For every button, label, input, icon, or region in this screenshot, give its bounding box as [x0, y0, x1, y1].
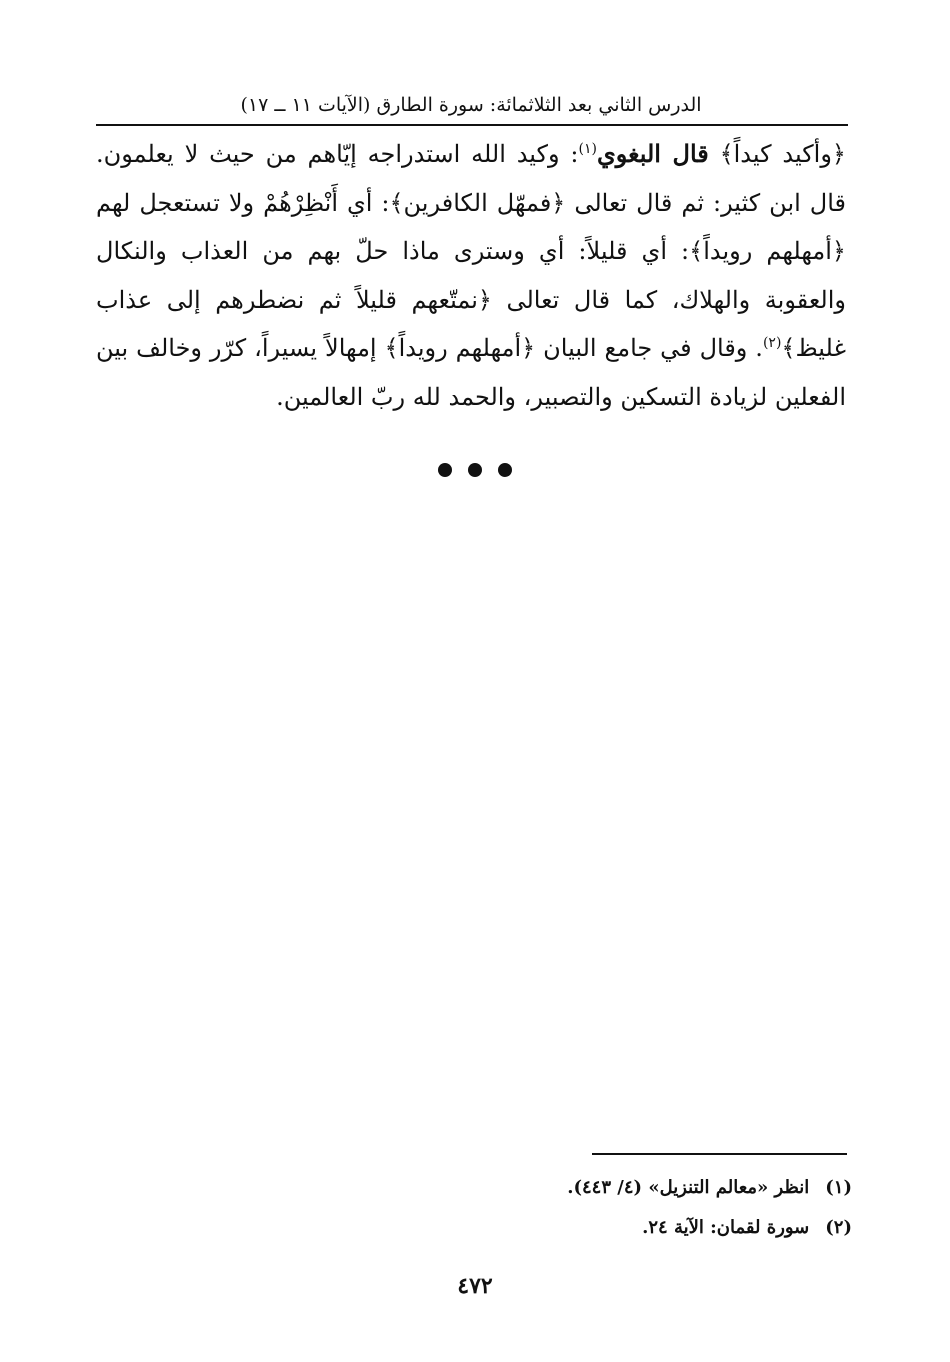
- footnote-text: انظر «معالم التنزيل» (٤/ ٤٤٣).: [567, 1177, 810, 1198]
- footnote-rule: [592, 1153, 847, 1155]
- author-name: قال البغوي: [596, 139, 709, 168]
- footnote-number: (٢): [825, 1217, 852, 1238]
- body-text-segment: : وكيد الله استدراجه إيّاهم من حيث لا يعلمون. قال ابن كثير: ثم قال تعالى ﴿فمهّل الكافرين﴾: أي أَنْظِرْهُمْ ولا تستعجل لهم ﴿أمهلهم رويداً﴾: أي قليلاً: أي وسترى ماذا حلّ بهم من العذاب والنكال والعقوبة والهلاك، كما قال تعالى ﴿نمتّعهم قليلاً ثم نضطرهم إلى عذاب غليظ﴾: [96, 140, 847, 362]
- body-paragraph: [96, 130, 846, 421]
- quran-verse-quote: ﴿وأكيد كيداً﴾: [719, 140, 846, 168]
- page-number: ٤٧٢: [457, 1273, 493, 1299]
- section-separator: [438, 460, 512, 480]
- separator-dot: [468, 463, 482, 477]
- footnote-text: سورة لقمان: الآية ٢٤.: [642, 1217, 810, 1238]
- separator-dot: [498, 463, 512, 477]
- footnote-ref-1[interactable]: (١): [578, 141, 597, 157]
- footnote-item: [567, 1208, 852, 1248]
- footnote-number: (١): [825, 1177, 852, 1198]
- body-text-segment: . وقال في جامع البيان ﴿أمهلهم رويداً﴾ إمهالاً يسيراً، كرّر وخالف بين الفعلين لزيادة التسكين والتصبير، والحمد لله ربّ العالمين.: [96, 334, 846, 411]
- header-rule: [96, 124, 848, 126]
- running-header: الدرس الثاني بعد الثلاثمائة: سورة الطارق (الآيات ١١ ــ ١٧): [240, 94, 702, 116]
- footnote-ref-2[interactable]: (٢): [762, 335, 782, 351]
- separator-dot: [438, 463, 452, 477]
- footnotes: [567, 1168, 852, 1248]
- footnote-item: [567, 1168, 852, 1208]
